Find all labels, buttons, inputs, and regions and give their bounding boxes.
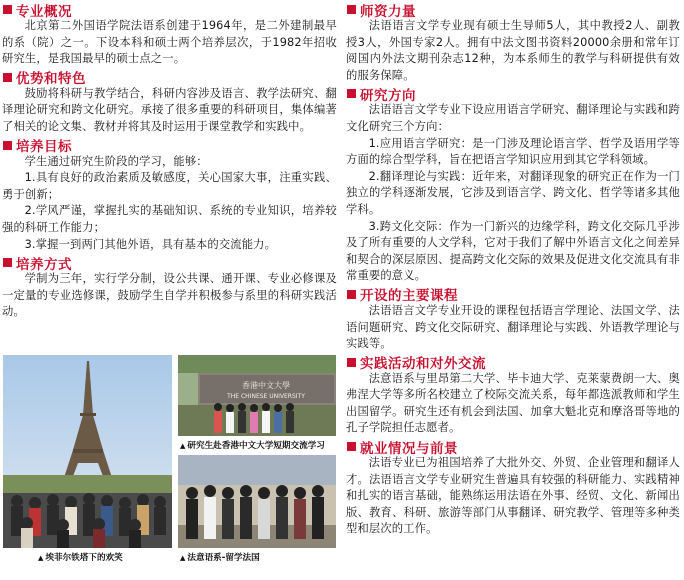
caption-eiffel: ▲ 埃菲尔铁塔下的欢笑 — [38, 553, 123, 563]
training-text: 学制为三年，实行学分制，设公共课、通开课、专业必修课及一定量的专业选修课，鼓励学生自学并积极参与系里的科研实践活动。 — [2, 272, 337, 319]
triangle-icon: ▲ — [180, 442, 186, 450]
section-title: 培养方式 — [16, 256, 72, 273]
bullet-square-icon — [347, 358, 356, 367]
svg-text:香港中文大學: 香港中文大學 — [242, 381, 290, 390]
goals-item: 3.掌握一到两门其他外语，具有基本的交流能力。 — [24, 237, 277, 251]
overview-text: 北京第二外国语学院法语系创建于1964年，是二外建制最早的系（院）之一。下设本科和硕士两个培养层次，于1982年招收研究生，是我国最早的硕士点之一。 — [2, 19, 337, 66]
section-faculty-header — [346, 1, 680, 18]
bullet-square-icon — [3, 258, 12, 267]
section-title: 开设的主要课程 — [360, 288, 458, 305]
courses-text: 法语语言文学专业开设的课程包括语言学理论、法国文学、法语问题研究、跨文化交际研究、翻译理论与实践、外语教学理论与实践等。 — [346, 303, 680, 351]
section-title: 就业情况与前景 — [360, 440, 458, 457]
section-title: 研究方向 — [360, 87, 416, 104]
section-title: 师资力量 — [360, 3, 416, 20]
section-title: 培养目标 — [16, 139, 72, 156]
bullet-square-icon — [347, 5, 356, 14]
section-overview-header — [2, 1, 337, 18]
section-title: 优势和特色 — [16, 71, 86, 88]
section-title: 实践活动和对外交流 — [360, 356, 486, 373]
section-courses-header — [346, 286, 680, 303]
triangle-icon: ▲ — [38, 554, 44, 562]
study-abroad-photo — [178, 455, 336, 548]
section-exchange-header — [346, 354, 680, 371]
section-employment-header — [346, 438, 680, 455]
cuhk-photo — [178, 355, 336, 436]
strengths-text: 鼓励将科研与教学结合，科研内容涉及语言、教学法研究、翻译理论研究和跨文化研究。承接了很多重要的科研项目，集体编著了相关的论文集、教材并将其及时运用于课堂教学和实践中。 — [2, 86, 337, 133]
eiffel-tower-photo — [3, 355, 172, 548]
faculty-text: 法语语言文学专业现有硕士生导师5人，其中教授2人、副教授3人，外国专家2人。拥有中法文图书资料20000余册和常年订阅国内外法文期刊杂志12种，为本系师生的教学与科研提供有效的服务保障。 — [346, 19, 680, 82]
research-item: 3.跨文化交际：作为一门新兴的边缘学科，跨文化交际几乎涉及了所有重要的人文学科，它对于我们了解中外语言文化之间差异和契合的深层原因、提高跨文化交际的效果及促进文化交流具有非常重要的意义。 — [346, 219, 680, 283]
cuhk-image — [178, 355, 336, 436]
section-strengths-header — [2, 69, 337, 86]
left-column — [2, 0, 337, 321]
research-intro: 法语语言文学专业下设应用语言学研究、翻译理论与实践和跨文化研究三个方向： — [346, 103, 680, 133]
research-item: 2.翻译理论与实践：近年来，对翻译现象的研究正在作为一门独立的学科逐渐发展，它涉及到语言学、跨文化、哲学等诸多其他学科。 — [346, 169, 680, 216]
section-goals-header — [2, 137, 337, 154]
study-abroad-image — [178, 455, 336, 548]
caption-cuhk: ▲ 研究生赴香港中文大学短期交流学习 — [180, 441, 325, 451]
section-research-header — [346, 85, 680, 102]
section-title: 专业概况 — [16, 3, 72, 20]
bullet-square-icon — [3, 73, 12, 82]
goals-item: 1.具有良好的政治素质及敏感度，关心国家大事，注重实践、勇于创新； — [2, 171, 337, 201]
section-training-header — [2, 254, 337, 271]
bullet-square-icon — [3, 141, 12, 150]
bullet-square-icon — [347, 442, 356, 451]
bullet-square-icon — [347, 89, 356, 98]
goals-item: 2.学风严谨，掌握扎实的基础知识、系统的专业知识，培养较强的科研工作能力； — [2, 204, 337, 234]
bullet-square-icon — [347, 290, 356, 299]
eiffel-tower-image — [3, 355, 172, 548]
exchange-text: 法意语系与里昂第二大学、毕卡迪大学、克莱蒙费朗一大、奥弗涅大学等多所名校建立了校际交流关系，每年都选派教师和学生出国留学。研究生还有机会到法国、加拿大魁北克和摩洛哥等地的孔子学院担任志愿者。 — [346, 371, 680, 435]
employment-text: 法语专业已为祖国培养了大批外交、外贸、企业管理和翻译人才。法语语言文学专业研究生普遍具有较强的科研能力、实践精神和扎实的语言基础，能熟练运用法语在外事、经贸、文化、新闻出版、教育、科研、旅游等部门从事翻译、研究教学、管理等多种类型和层次的工作。 — [346, 456, 680, 536]
bullet-square-icon — [3, 5, 12, 14]
triangle-icon: ▲ — [180, 554, 186, 562]
goals-intro: 学生通过研究生阶段的学习，能够： — [24, 154, 208, 168]
right-column — [346, 0, 680, 538]
svg-text:THE CHINESE UNIVERSITY: THE CHINESE UNIVERSITY — [227, 393, 305, 400]
caption-study-abroad: ▲ 法意语系-留学法国 — [180, 553, 260, 563]
research-item: 1.应用语言学研究：是一门涉及理论语言学、哲学及语用学等方面的综合型学科，旨在把语言学知识应用到其它学科领域。 — [346, 136, 680, 167]
